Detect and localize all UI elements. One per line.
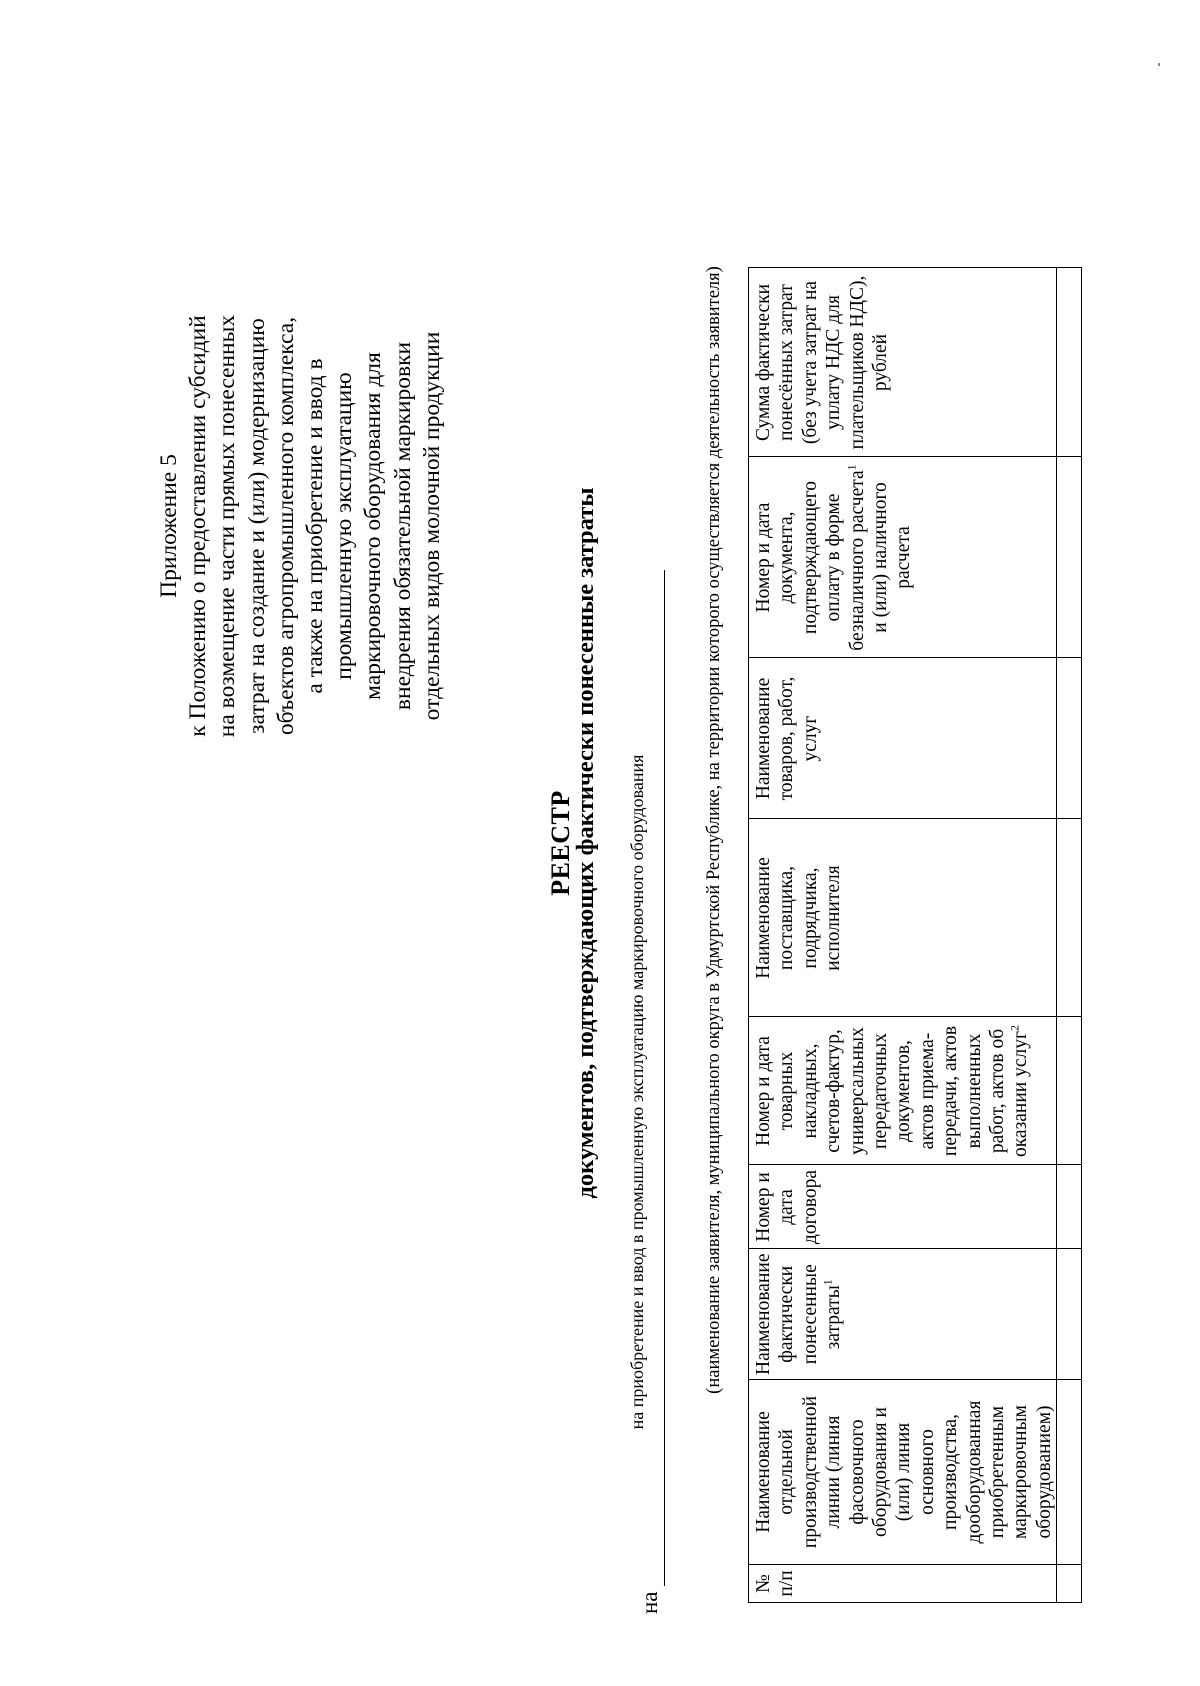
registry-table	[748, 268, 1082, 1604]
header-cell: Сумма фактически понесённых затрат (без учета затрат на уплату НДС для плательщиков НДС), рублей	[749, 268, 1057, 457]
document-subtitle: документов, подтверждающих фактически понесенные затраты	[572, 487, 599, 1199]
header-cell: № п/п	[749, 1565, 1057, 1603]
header-cell: Наименование поставщика, подрядчика, исполнителя	[749, 819, 1057, 1017]
scan-speck	[1158, 63, 1160, 66]
appendix-line: Приложение 5	[156, 454, 182, 598]
header-cell: Номер и дата договора	[749, 1165, 1057, 1249]
table-cell[interactable]	[1057, 1380, 1082, 1565]
applicant-hint: (наименование заявителя, муниципального округа в Удмуртской Республике, на территории которого осуществляется деятельность заявителя)	[704, 266, 724, 1394]
document-title: РЕЕСТР	[546, 790, 575, 896]
appendix-line: на возмещение части прямых понесенных	[214, 314, 241, 738]
applicant-prefix: на	[637, 1591, 662, 1614]
appendix-note	[155, 226, 447, 826]
table-row	[1057, 268, 1082, 1603]
applicant-caption: на приобретение и ввод в промышленную эксплуатацию маркировочного оборудования	[627, 754, 647, 1430]
table-cell[interactable]	[1057, 819, 1082, 1017]
header-cell: Номер и дата документа, подтверждающего оплату в форме безналичного расчета$^1$ и (или) наличного расчета	[749, 457, 1057, 658]
appendix-line: внедрения обязательной маркировки	[389, 341, 416, 711]
header-cell: Наименование отдельной производственной линии (линия фасовочного оборудования и (или) линия основного производства, дооборудованная приобретенным маркировочным оборудованием)	[749, 1380, 1057, 1565]
table-cell[interactable]	[1057, 1249, 1082, 1380]
table-cell[interactable]	[1057, 1565, 1082, 1603]
applicant-underline	[664, 570, 665, 1586]
applicant-field[interactable]	[627, 570, 665, 1614]
header-cell: Наименование товаров, работ, услуг	[749, 658, 1057, 819]
appendix-line: объектов агропромышленного комплекса,	[272, 316, 299, 736]
header-cell: Номер и дата товарных накладных, счетов-фактур, универсальных передаточных документов, актов приема-передачи, актов выполненных работ, актов об оказании услуг$^2$	[749, 1017, 1057, 1165]
appendix-line: отдельных видов молочной продукции	[418, 331, 445, 721]
table-cell[interactable]	[1057, 1017, 1082, 1165]
table-header-row	[749, 268, 1057, 1603]
table-cell[interactable]	[1057, 268, 1082, 457]
appendix-line: к Положению о предоставлении субсидий	[185, 315, 212, 737]
header-cell: Наименование фактически понесенные затраты$^1$	[749, 1249, 1057, 1380]
table-cell[interactable]	[1057, 1165, 1082, 1249]
appendix-line: а также на приобретение и ввод в	[302, 358, 329, 694]
appendix-line: промышленную эксплуатацию	[331, 372, 358, 680]
table-cell[interactable]	[1057, 658, 1082, 819]
table-cell[interactable]	[1057, 457, 1082, 658]
appendix-line: маркировочного оборудования для	[360, 352, 387, 700]
appendix-line: затрат на создание и (или) модернизацию	[243, 318, 270, 734]
